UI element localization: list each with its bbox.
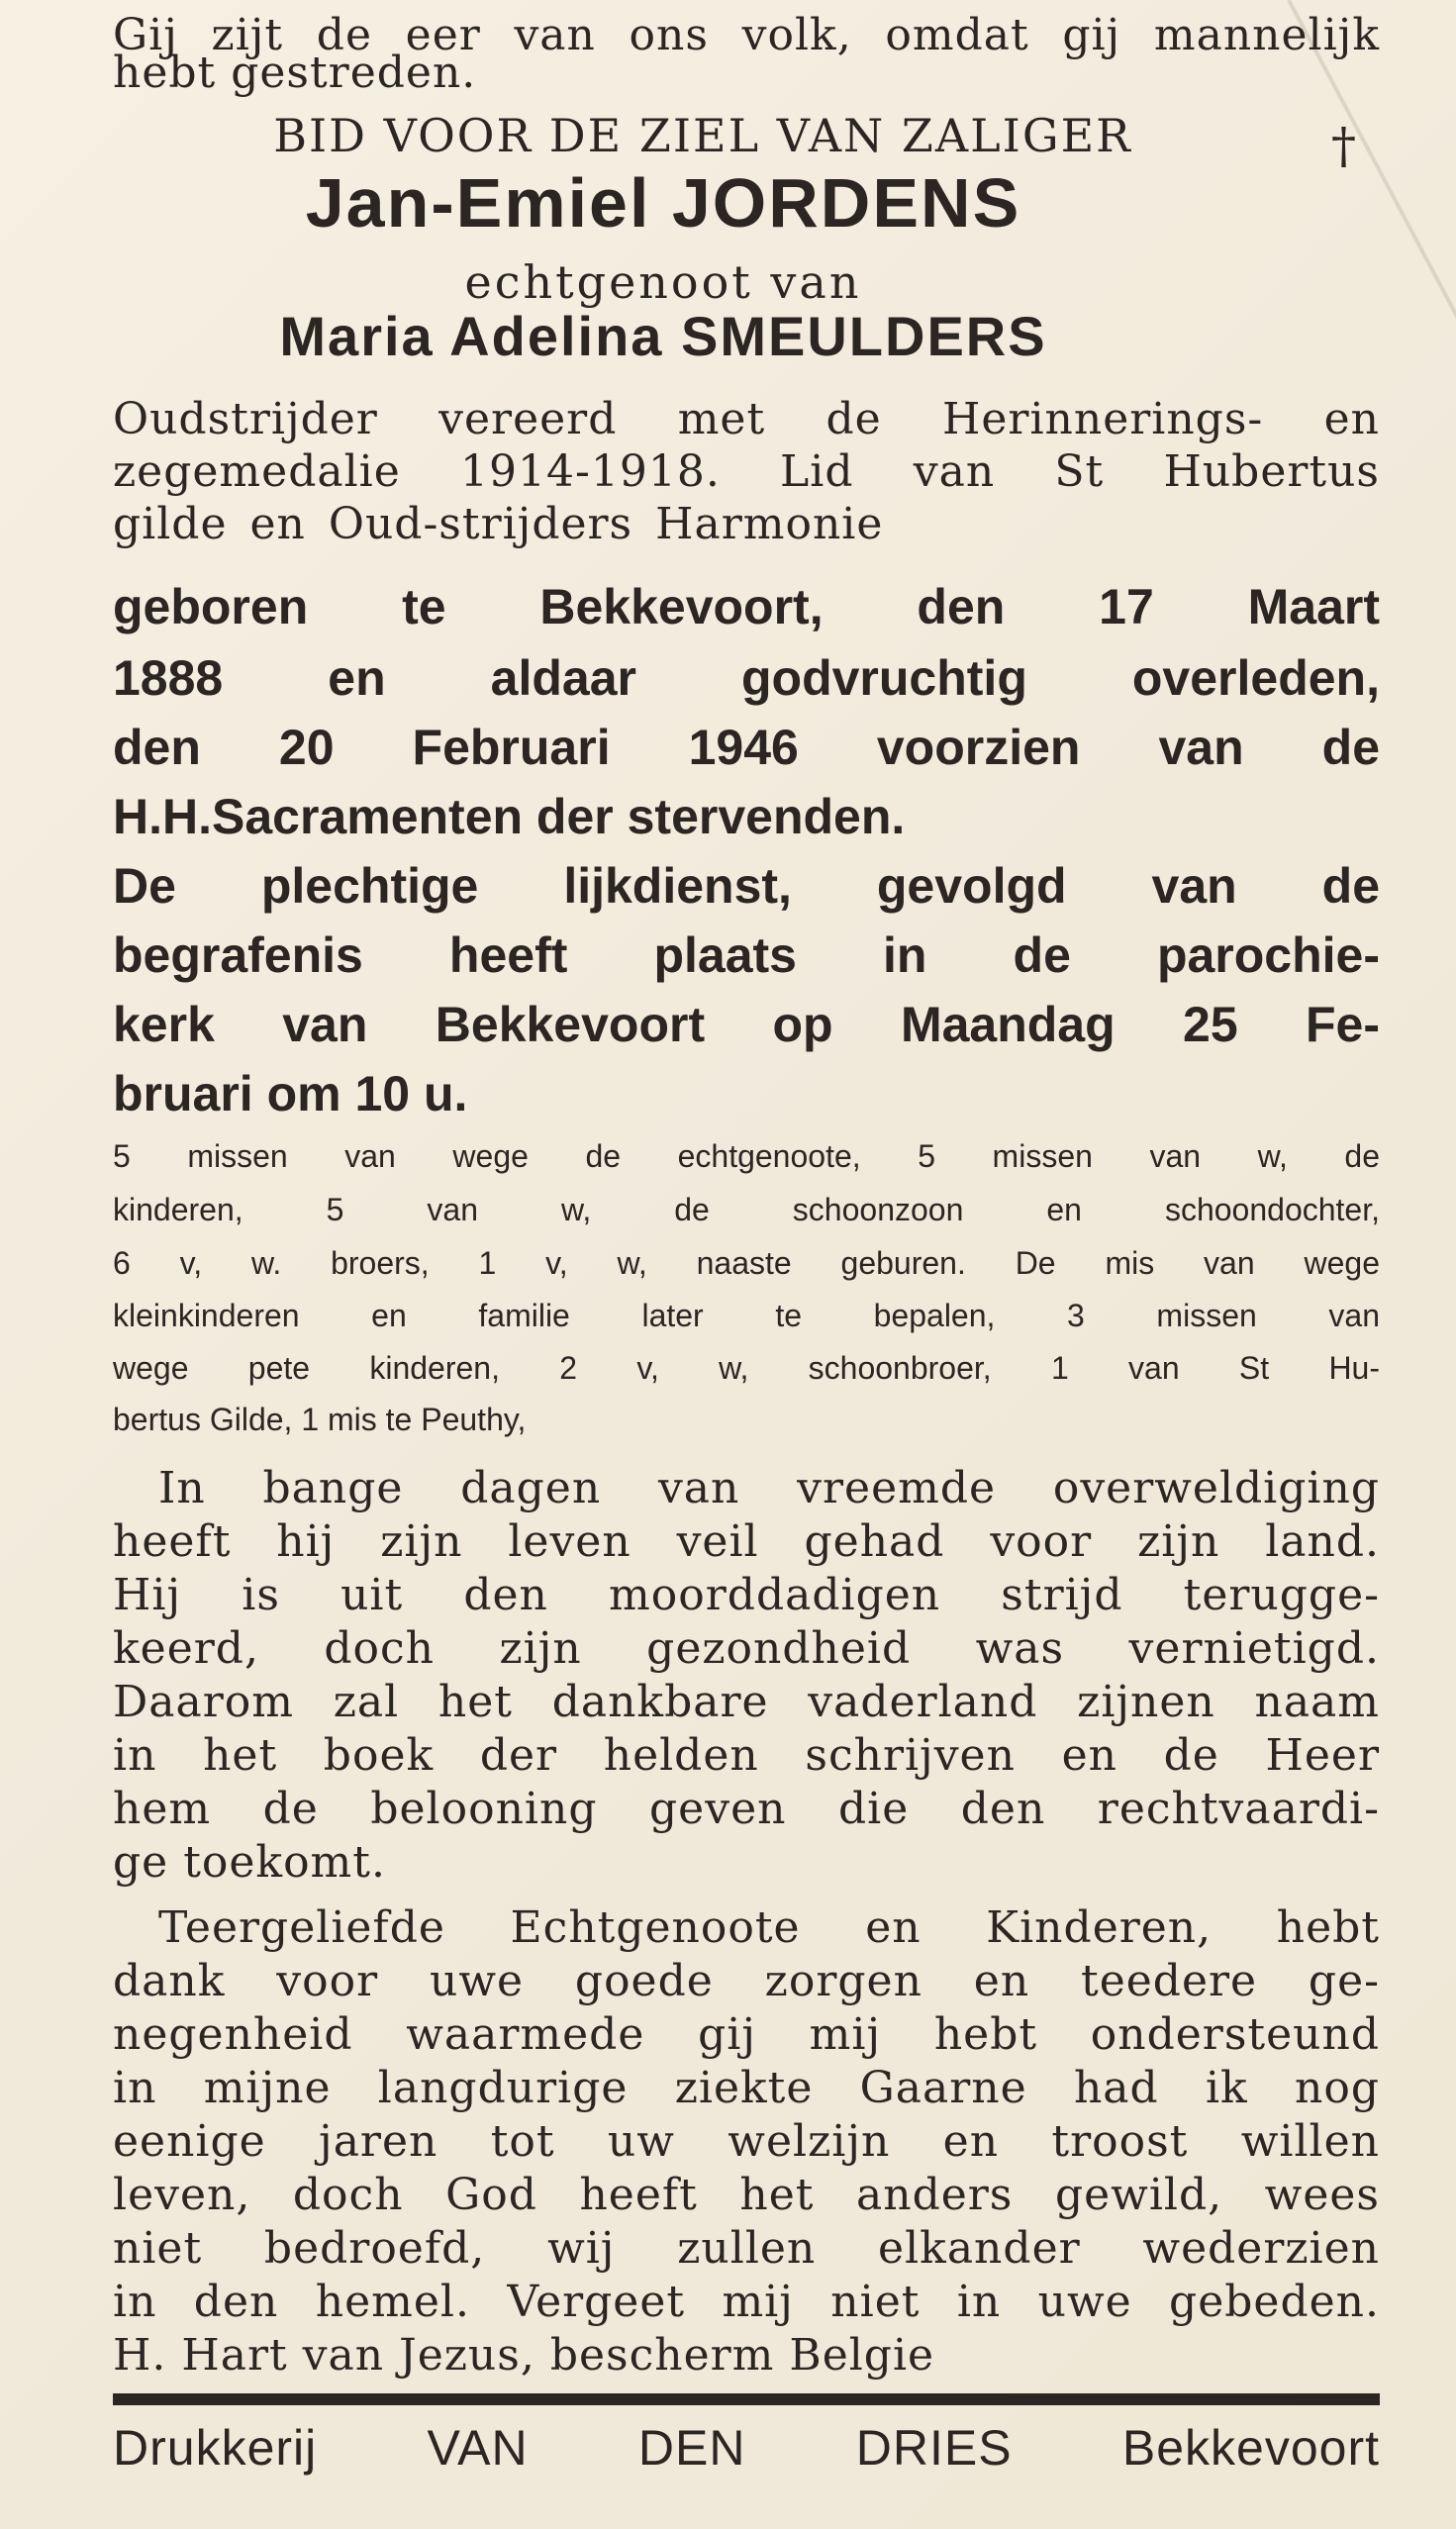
tribute-line: Daarom zal het dankbare vaderland zijnen naam bbox=[113, 1677, 1380, 1727]
divider bbox=[113, 2393, 1380, 2405]
tribute-line: in het boek der helden schrijven en de Heer bbox=[113, 1730, 1380, 1781]
farewell-line: eenige jaren tot uw welzijn en troost willen bbox=[113, 2116, 1380, 2167]
tribute-line: keerd, doch zijn gezondheid was vernietigd. bbox=[113, 1623, 1380, 1674]
farewell-line: in den hemel. Vergeet mij niet in uwe gebeden. bbox=[113, 2277, 1380, 2327]
masses-line: bertus Gilde, 1 mis te Peuthy, bbox=[113, 1402, 527, 1437]
masses-line: wege pete kinderen, 2 v, w, schoonbroer, 1 van St Hu- bbox=[113, 1350, 1380, 1386]
funeral-line: kerk van Bekkevoort op Maandag 25 Fe- bbox=[113, 997, 1380, 1052]
deceased-name: Jan-Emiel JORDENS bbox=[305, 164, 1021, 242]
printer: Drukkerij VAN DEN DRIES Bekkevoort bbox=[113, 2420, 1380, 2476]
farewell-line: negenheid waarmede gij mij hebt ondersteund bbox=[113, 2009, 1380, 2060]
honours-line: Oudstrijder vereerd met de Herinnerings- en bbox=[113, 394, 1380, 444]
funeral-line: begrafenis heeft plaats in de parochie- bbox=[113, 927, 1380, 983]
masses-line: 6 v, w. broers, 1 v, w, naaste geburen. De mis van wege bbox=[113, 1245, 1380, 1281]
farewell-line: H. Hart van Jezus, bescherm Belgie bbox=[113, 2330, 935, 2381]
header: BID VOOR DE ZIEL VAN ZALIGER bbox=[273, 109, 1132, 162]
funeral-line: bruari om 10 u. bbox=[113, 1066, 468, 1121]
masses-line: kleinkinderen en familie later te bepalen, 3 missen van bbox=[113, 1298, 1380, 1333]
farewell-line: Teergeliefde Echtgenoote en Kinderen, hebt bbox=[158, 1902, 1380, 1953]
masses-line: kinderen, 5 van w, de schoonzoon en schoondochter, bbox=[113, 1192, 1380, 1227]
tribute-line: hem de belooning geven die den rechtvaardi- bbox=[113, 1784, 1380, 1834]
motto-line: Gij zijt de eer van ons volk, omdat gij mannelijk bbox=[113, 10, 1380, 60]
farewell-line: dank voor uwe goede zorgen en teedere ge- bbox=[113, 1956, 1380, 2006]
motto-line: hebt gestreden. bbox=[113, 48, 477, 98]
tribute-line: heeft hij zijn leven veil gehad voor zijn land. bbox=[113, 1516, 1380, 1567]
honours-line: zegemedalie 1914-1918. Lid van St Hubertus bbox=[113, 446, 1380, 497]
birth-death-line: 1888 en aldaar godvruchtig overleden, bbox=[113, 650, 1380, 706]
tribute-line: In bange dagen van vreemde overweldiging bbox=[158, 1463, 1380, 1513]
funeral-line: De plechtige lijkdienst, gevolgd van de bbox=[113, 858, 1380, 914]
tribute-line: Hij is uit den moorddadigen strijd terugge- bbox=[113, 1570, 1380, 1620]
farewell-line: niet bedroefd, wij zullen elkander wederzien bbox=[113, 2223, 1380, 2274]
spouse-label: echtgenoot van bbox=[464, 255, 862, 309]
farewell-line: leven, doch God heeft het anders gewild, wees bbox=[113, 2170, 1380, 2220]
birth-death-line: den 20 Februari 1946 voorzien van de bbox=[113, 720, 1380, 775]
spouse-name: Maria Adelina SMEULDERS bbox=[279, 305, 1047, 367]
birth-death-line: geboren te Bekkevoort, den 17 Maart bbox=[113, 579, 1380, 634]
farewell-line: in mijne langdurige ziekte Gaarne had ik nog bbox=[113, 2063, 1380, 2113]
honours-line: gilde en Oud-strijders Harmonie bbox=[113, 499, 884, 549]
cross-icon: † bbox=[1331, 117, 1356, 174]
birth-death-line: H.H.Sacramenten der stervenden. bbox=[113, 789, 906, 844]
masses-line: 5 missen van wege de echtgenoote, 5 missen van w, de bbox=[113, 1138, 1380, 1174]
tribute-line: ge toekomt. bbox=[113, 1837, 386, 1888]
